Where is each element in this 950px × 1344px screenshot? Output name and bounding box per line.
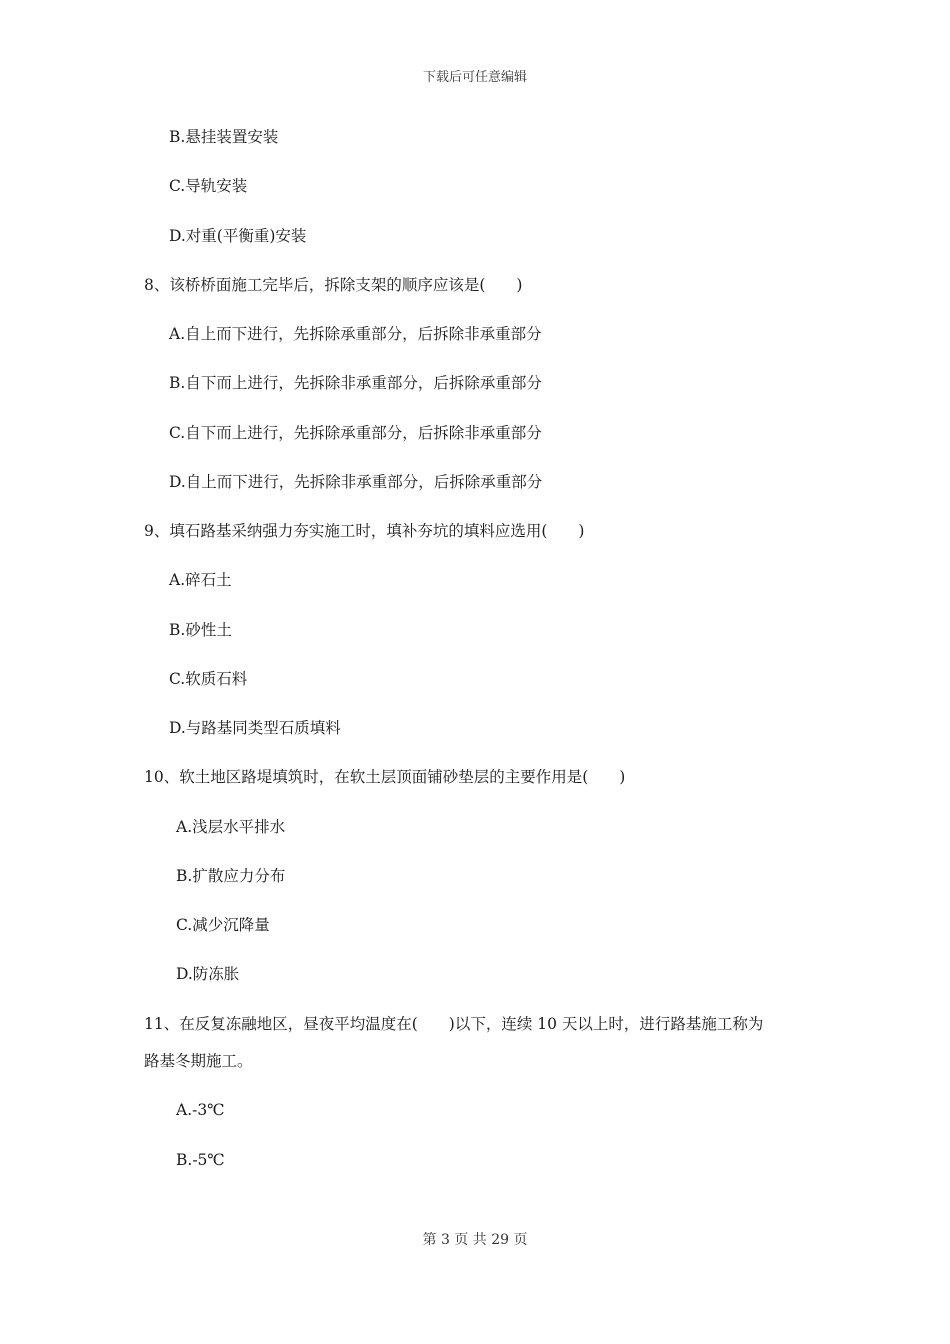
question-8: 8、该桥桥面施工完毕后，拆除支架的顺序应该是( ) — [144, 276, 523, 294]
option-11a: A.-3℃ — [176, 1101, 225, 1119]
option-9c: C.软质石料 — [169, 670, 248, 688]
option-11b: B.-5℃ — [176, 1151, 225, 1169]
question-10: 10、软土地区路堤填筑时，在软土层顶面铺砂垫层的主要作用是( ) — [144, 768, 626, 786]
option-9d: D.与路基同类型石质填料 — [169, 719, 341, 737]
option-7b: B.悬挂装置安装 — [169, 128, 279, 146]
option-8a: A.自上而下进行，先拆除承重部分，后拆除非承重部分 — [169, 325, 542, 343]
option-10a: A.浅层水平排水 — [176, 818, 286, 836]
question-11: 11、在反复冻融地区，昼夜平均温度在( )以下，连续 10 天以上时，进行路基施工称为 — [144, 1015, 764, 1033]
question-9: 9、填石路基采纳强力夯实施工时，填补夯坑的填料应选用( ) — [144, 522, 585, 540]
option-9a: A.碎石土 — [169, 571, 232, 589]
question-11-cont: 路基冬期施工。 — [144, 1052, 253, 1070]
option-7d: D.对重(平衡重)安装 — [169, 227, 307, 245]
option-8b: B.自下而上进行，先拆除非承重部分，后拆除承重部分 — [169, 374, 542, 392]
option-9b: B.砂性土 — [169, 621, 232, 639]
page-header: 下载后可任意编辑 — [422, 70, 527, 85]
option-7c: C.导轨安装 — [169, 177, 248, 195]
option-8c: C.自下而上进行，先拆除承重部分，后拆除非承重部分 — [169, 424, 542, 442]
option-8d: D.自上而下进行，先拆除非承重部分，后拆除承重部分 — [169, 473, 543, 491]
option-10d: D.防冻胀 — [176, 965, 240, 983]
page-footer: 第 3 页 共 29 页 — [422, 1232, 528, 1248]
option-10c: C.减少沉降量 — [176, 916, 270, 934]
option-10b: B.扩散应力分布 — [176, 867, 286, 885]
